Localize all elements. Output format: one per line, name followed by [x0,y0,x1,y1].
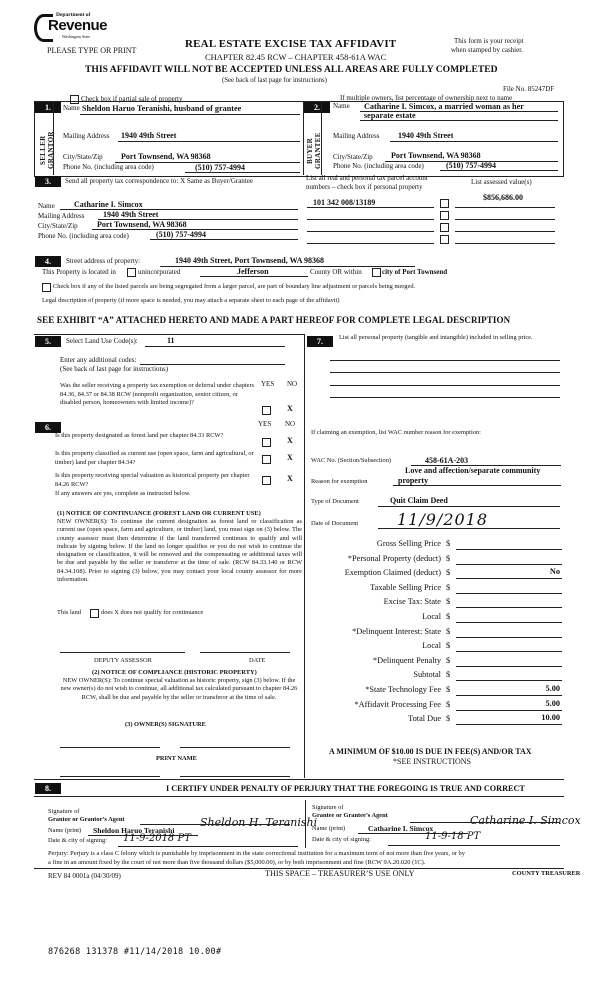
s6-q1-text: Is this property designated as forest land per chapter 84.33 RCW? [55,432,224,439]
buyer-mailing-label: Mailing Address [333,132,380,140]
s6-q2-yes-checkbox[interactable] [262,455,271,464]
personal-property-label: List all personal property (tangible and intangible) included in selling price. [339,334,533,341]
fee-row [306,553,564,568]
exhibit-a-text: SEE EXHIBIT “A” ATTACHED HERETO AND MADE A PART HEREOF FOR COMPLETE LEGAL DESCRIPTION [37,315,511,325]
fee-value-line[interactable] [456,710,562,711]
notice-1-body: NEW OWNER(S): To continue the current designation as forest land or classification as current use (open space, farm and agriculture, or timber) land, you must sign on (3) below. The county assessor must then determine if the land transferred continues to qualify and will indicate by signing below. If the land no longer qualifies or you do not wish to continue the designation or classification, it will be removed and the compensating or additional taxes will be due and payable by the seller or transferor at the time of sale. (RCW 84.33.140 or RCW 84.34.108). Prior to signing (3) below, you may contact your local county assessor for more information. [57,518,302,584]
s5-yes-header: YES [261,380,275,388]
fee-table [306,538,564,728]
grantor-signature: Sheldon H. Teranishi [200,816,318,829]
located-label: This Property is located in [42,268,116,276]
fee-dollar-sign: $ [446,685,451,694]
fee-label: Taxable Selling Price [370,582,441,592]
doc-type-label: Type of Document [311,498,359,505]
fee-row [306,611,564,626]
fee-dollar-sign: $ [446,670,451,680]
s3-city: Port Townsend, WA 98368 [97,220,187,229]
s3-city-label: City/State/Zip [38,222,78,230]
recording-stamp: 876268 131378 #11/14/2018 10.00# [48,947,222,957]
legal-description-label: Legal description of property (if more space is needed, you may attach a separate sheet to each page of the affidavit) [42,297,340,304]
receipt-note-1: This form is your receipt [454,37,524,45]
fee-dollar-sign: $ [446,641,451,651]
grantor-sig-label: Signature of [48,808,80,815]
seller-mailing: 1940 49th Street [121,131,177,140]
see-instructions: *SEE INSTRUCTIONS [393,757,472,766]
land-use-code: 11 [167,336,175,345]
fee-value: 5.00 [545,698,560,708]
doc-date-label: Date of Document [311,520,359,527]
parcel-list-label-1: List all real and personal tax parcel account [306,174,428,182]
fee-row [306,640,564,655]
additional-codes-see: (See back of last page for instructions) [60,365,169,373]
s6-q1-answer: X [287,436,293,445]
fee-row [306,538,564,553]
fee-dollar-sign: $ [446,612,451,621]
minimum-due-notice: A MINIMUM OF $10.00 IS DUE IN FEE(S) AND/OR TAX [329,747,532,756]
fee-label: *Affidavit Processing Fee [354,699,441,709]
grantor-name: Sheldon Haruo Teranishi [93,826,175,835]
fee-value-line[interactable] [456,651,562,652]
logo-top-text: Department of [56,12,91,18]
fee-row [306,626,564,641]
county-treasurer: COUNTY TREASURER [512,870,581,877]
s5-no-header: NO [287,380,298,388]
fee-value-line[interactable] [456,680,562,681]
fee-dollar-sign: $ [446,626,451,636]
notice-2-title: (2) NOTICE OF COMPLIANCE (HISTORIC PROPERTY) [92,669,257,676]
dor-logo [34,12,108,40]
fee-label: Subtotal [413,670,441,680]
fee-value-line[interactable] [456,666,562,667]
section-5-number: 5. [35,336,61,347]
buyer-phone-label: Phone No. (including area code) [333,162,424,170]
logo-sub-text: Washington State [62,34,91,39]
exemption-reason-line-1: Love and affection/separate community [405,466,541,475]
s6-yes-header: YES [258,420,272,428]
doc-date: 11/9/2018 [397,510,489,529]
seller-city: Port Townsend, WA 98368 [121,152,211,161]
s6-no-header: NO [285,420,296,428]
s6-if-yes: If any answers are yes, complete as instructed below. [55,490,191,497]
fee-dollar-sign: $ [446,597,451,607]
fee-dollar-sign: $ [446,539,451,548]
fee-dollar-sign: $ [446,568,451,578]
parcel-3-personal-checkbox[interactable] [440,223,449,232]
fee-label: *Personal Property (deduct) [347,553,441,563]
this-land-label: This land [57,609,81,616]
please-type: PLEASE TYPE OR PRINT [47,46,137,55]
parcel-1-personal-checkbox[interactable] [440,199,449,208]
fee-label: *Delinquent Interest: State [352,626,441,636]
exemption-reason-line-2: property [398,476,429,485]
fee-row [306,655,564,670]
section-3-number: 3. [35,176,61,187]
fee-value-line[interactable] [456,637,562,638]
wac-number: 458-61A-203 [425,456,469,465]
land-does-checkbox[interactable] [90,609,99,618]
reason-label: Reason for exemption [311,478,368,485]
fee-label: *Delinquent Penalty [373,655,441,665]
additional-codes-label: Enter any additional codes: [60,356,137,364]
buyer-city-label: City/State/Zip [333,153,373,161]
grantee-name: Catharine I. Simcox [368,824,434,833]
chapters: CHAPTER 82.45 RCW – CHAPTER 458-61A WAC [205,52,387,62]
grantor-date-label: Date & city of signing: [48,837,107,844]
assessed-value-label: List assessed value(s) [471,178,532,186]
grantee-signature: Catharine I. Simcox [470,814,581,827]
receipt-note-2: when stamped by cashier. [451,46,523,54]
fee-dollar-sign: $ [446,655,451,665]
grantor-name-label: Name (print) [48,827,82,834]
buyer-phone: (510) 757-4994 [446,161,496,170]
grantee-date-label: Date & city of signing: [312,836,371,843]
fee-row [306,713,564,728]
section-4-number: 4. [35,256,61,267]
send-correspondence-label: Send all property tax correspondence to: X Same as Buyer/Grantee [65,177,253,185]
s6-q3-answer: X [287,474,293,483]
fee-value-line[interactable] [456,564,562,565]
section-6-number: 6. [35,422,61,433]
s3-mailing-label: Mailing Address [38,212,85,220]
fee-label: Gross Selling Price [376,539,441,548]
section-7-number: 7. [307,336,333,347]
fee-value: 10.00 [541,713,560,723]
buyer-name-line-2: separate estate [364,111,416,120]
multiple-owners-label: If multiple owners, list percentage of ownership next to name [340,94,513,102]
deputy-assessor-label: DEPUTY ASSESSOR [94,657,152,664]
rev-number: REV 84 0001a (04/30/09) [48,872,121,880]
fee-label: Exemption Claimed (deduct) [344,568,441,578]
fee-value-line[interactable] [456,622,562,623]
land-use-label: Select Land Use Code(s): [66,337,138,345]
partial-sale-label: Check box if partial sale of property [81,95,183,103]
buyer-side-label: BUYER GRANTEE [306,132,322,170]
print-name-label: PRINT NAME [156,755,197,762]
fee-row [306,567,564,582]
s6-q2-text: Is this property classified as current use (open space, farm and agricultural, or timber) land per chapter 84.34? [55,450,254,466]
fee-value-line[interactable] [456,607,562,608]
s5-q1-answer: X [287,404,293,413]
grantee-sig-label: Signature of [312,804,344,811]
section-2-number: 2. [304,102,330,113]
fee-value-line[interactable] [456,695,562,696]
fee-row [306,582,564,597]
seller-mailing-label: Mailing Address [63,132,110,140]
grantee-name-label: Name (print) [312,825,346,832]
fee-row [306,684,564,699]
seller-side-label: SELLER GRANTOR [39,131,55,169]
fee-row [306,596,564,611]
doc-type: Quit Claim Deed [390,496,448,505]
fee-label: *State Technology Fee [365,685,441,694]
parcel-2-personal-checkbox[interactable] [440,211,449,220]
s6-q3-yes-checkbox[interactable] [262,476,271,485]
seller-phone-label: Phone No. (including area code) [63,163,154,171]
perjury-line-2: a fine in an amount fixed by the court of not more than five thousand dollars ($5,000.00), or by both imprisonment and fine (RCW 9A.20.020 (1C). [48,859,426,866]
s3-phone: (510) 757-4994 [156,230,206,239]
warning-banner: THIS AFFIDAVIT WILL NOT BE ACCEPTED UNLESS ALL AREAS ARE FULLY COMPLETED [85,64,498,75]
seller-city-label: City/State/Zip [63,153,103,161]
form-title: REAL ESTATE EXCISE TAX AFFIDAVIT [185,38,397,50]
seller-name: Sheldon Haruo Teranishi, husband of grantee [82,104,242,113]
fee-dollar-sign: $ [446,553,451,563]
fee-label: Excise Tax: State [383,597,441,607]
buyer-city: Port Townsend, WA 98368 [391,151,481,160]
treasurer-space: THIS SPACE – TREASURER’S USE ONLY [265,869,415,878]
notice-3-title: (3) OWNER(S) SIGNATURE [125,721,206,728]
perjury-line-1: Perjury: Perjury is a class C felony which is punishable by imprisonment in the state correctional institution for a maximum term of not more than five years, or by [48,850,465,857]
s5-q1-text: Was the seller receiving a property tax exemption or deferral under chapters 84.36, 84.37 or 84.38 RCW (nonprofit organization, senior citizen, or disabled person, homeowners with limited income)? [60,382,255,407]
fee-label: Total Due [408,714,441,724]
fee-label: Local [422,641,441,651]
grantee-agent-label: Grantee or Grantee’s Agent [312,812,388,819]
parcel-4-personal-checkbox[interactable] [440,235,449,244]
fee-row [306,699,564,714]
grantee-date: 11-9-18 PT [425,831,481,842]
segregated-checkbox[interactable] [42,283,51,292]
buyer-mailing: 1940 49th Street [398,131,454,140]
seller-name-label: Name [63,104,80,112]
does-qualify-text: does X does not qualify for continuance [101,609,204,616]
unincorporated-label: unincorporated [138,268,181,276]
street-address: 1940 49th Street, Port Townsend, WA 98368 [175,256,325,265]
fee-dollar-sign: $ [446,582,451,592]
fee-row [306,669,564,684]
grantor-date: 11-9-2018 PT [123,833,191,844]
file-number: File No. 85247DF [503,85,555,93]
street-label: Street address of property: [66,257,141,265]
parcel-number: 101 342 008/13189 [313,198,376,207]
s5-q1-yes-checkbox[interactable] [262,406,271,415]
county-or-label: County OR within [310,268,362,276]
buyer-name-label: Name [333,102,350,110]
s6-q2-answer: X [287,453,293,462]
section-1-number: 1. [35,102,61,113]
assessed-value: $856,686.00 [483,193,523,202]
s3-mailing: 1940 49th Street [103,210,159,219]
unincorporated-checkbox[interactable] [127,268,136,277]
parcel-list-label-2: numbers – check box if personal property [306,183,423,191]
buyer-name-line-1: Catharine I. Simcox, a married woman as her [364,102,524,111]
section-8-number: 8. [35,783,61,794]
notice-1-title: (1) NOTICE OF CONTINUANCE (FOREST LAND OR CURRENT USE) [57,510,261,517]
fee-label: Local [422,612,441,621]
notice-2-body: NEW OWNER(S): To continue special valuation as historic property, sign (3) below. If the new owner(s) do not wish to continue, all additional tax calculated pursuant to chapter 84.26 RCW, shall be due and payable by the seller or transferor at the time of sale. [60,677,298,701]
fee-value: 5.00 [545,684,560,693]
grantor-agent-label: Grantor or Grantor’s Agent [48,816,125,823]
fee-value-line[interactable] [456,578,562,579]
city-of-label: city of Port Townsend [382,268,448,276]
seller-phone: (510) 757-4994 [195,163,245,172]
see-back: (See back of last page for instructions) [222,77,327,84]
certify-text: I CERTIFY UNDER PENALTY OF PERJURY THAT THE FOREGOING IS TRUE AND CORRECT [166,784,525,793]
fee-value-line[interactable] [456,593,562,594]
fee-value-line[interactable] [456,724,562,725]
deputy-date-label: DATE [249,657,266,664]
s3-name-label: Name [38,202,55,210]
fee-value-line[interactable] [456,549,562,550]
s6-q3-text: Is this property receiving special valuation as historical property per chapter 84.26 RCW? [55,472,250,488]
fee-value: No [549,567,560,577]
s6-q1-yes-checkbox[interactable] [262,438,271,447]
fee-dollar-sign: $ [446,699,451,709]
city-checkbox[interactable] [372,268,381,277]
county-name: Jefferson [237,267,269,276]
exemption-label: If claiming an exemption, list WAC number reason for exemption: [311,429,481,436]
s3-phone-label: Phone No. (including area code) [38,232,129,240]
s3-name: Catharine I. Simcox [74,200,143,209]
fee-dollar-sign: $ [446,714,451,724]
segregated-label: Check box if any of the listed parcels are being segregated from a larger parcel, are part of boundary line adjustment or parcels being merged. [53,283,416,290]
logo-main-text: Revenue [48,17,108,34]
wac-label: WAC No. (Section/Subsection) [311,457,392,464]
